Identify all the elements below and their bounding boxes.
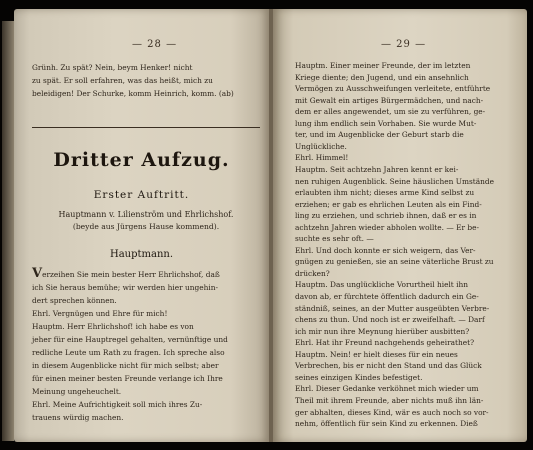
text-line: lung ihm endlich sein Vorhaben. Sie wurde Mut- (295, 118, 477, 128)
book-edge (2, 21, 14, 441)
text-line: Hauptm. Seit achtzehn Jahren kennt er kei- (295, 164, 459, 174)
text-line: suchte es sehr oft. — (295, 234, 374, 244)
text-line: redliche Leute um Rath zu fragen. Ich spreche also (32, 348, 225, 357)
text-line: zu spät. Er soll erfahren, was das heißt, mich zu (32, 76, 213, 85)
speaker-heading: Hauptmann. (109, 249, 174, 260)
text-line: ich Sie heraus bemühe; wir werden hier ungehin- (32, 283, 218, 292)
right-page (273, 9, 527, 442)
text-line: Theil mit ihrem Freunde, aber nichts muß ihn län- (295, 395, 484, 405)
text-line: drücken? (295, 268, 330, 278)
divider-rule (32, 127, 260, 128)
text-line: Ehrl. Vergnügen und Ehre für mich! (32, 309, 168, 318)
page-number-left: — 28 — (132, 39, 178, 50)
page-number-right: — 29 — (381, 39, 427, 50)
text-line: ger abhalten, dieses Kind, wär es auch noch so vor- (295, 407, 489, 417)
text-line: ling zu erziehen, und schrieb ihnen, daß er es in (295, 211, 477, 221)
text-line (32, 267, 262, 281)
text-line: gnügen zu genießen, sie an seine väterliche Brust zu (295, 257, 494, 267)
text-line: Ehrl. Himmel! (295, 153, 349, 163)
text-line: chens zu thun. Und noch ist er zweifelhaft. — Darf (295, 315, 485, 325)
text-line: Ehrl. Und doch konnte er sich weigern, das Ver- (295, 245, 476, 255)
text-line: ich mir nun ihre Meynung hierüber ausbitten? (295, 326, 470, 336)
scene-title: Erster Auftritt. (93, 189, 190, 201)
text-line: Hauptm. Das unglückliche Vorurtheil hielt ihn (295, 280, 469, 290)
text-line: ständniß, seines, an der Mutter ausgeübten Verbre- (295, 303, 490, 313)
text-line: erziehen; er gab es ehrlichen Leuten als ein Find- (295, 199, 482, 209)
text-line: Hauptm. Einer meiner Freunde, der im letzten (295, 61, 471, 70)
text-line: Hauptm. Herr Ehrlichshof! ich habe es von (32, 322, 194, 331)
drop-cap: V (32, 266, 43, 281)
text-line: Meinung ungeheuchelt. (32, 387, 122, 396)
text-line: nehm, öffentlich für sein Kind zu erkennen. Dieß (295, 419, 478, 429)
open-book (14, 9, 527, 442)
text-line: Ehrl. Meine Aufrichtigkeit soll mich ihres Zu- (32, 400, 203, 409)
text-line: jeher für eine Hauptregel gehalten, vernünftige und (32, 335, 228, 344)
text-line: davon ab, er fürchtete öffentlich dadurch ein Ge- (295, 292, 479, 301)
text-line: mit Gewalt ein artiges Bürgermädchen, und nach- (295, 95, 484, 105)
act-title: Dritter Aufzug. (53, 149, 230, 171)
text-line: für einen meiner besten Freunde verlange ich Ihre (32, 374, 223, 383)
text-line: trauens würdig machen. (32, 413, 124, 422)
text-line: Unglückliche. (295, 141, 347, 151)
text-line: nen ruhigen Augenblick. Seine häuslichen Umstände (295, 176, 494, 186)
cast-line: (beyde aus Jürgens Hause kommend). (72, 222, 220, 231)
text-line: Vermögen zu Ausschweifungen verleitete, entführte (295, 84, 491, 94)
text-line: Hauptm. Nein! er hielt dieses für ein neues (295, 349, 458, 359)
text-line: seines einzigen Kindes befestiget. (295, 372, 423, 382)
left-page (14, 9, 269, 442)
text-line: Grünh. Zu spät? Nein, beym Henker! nicht (32, 63, 193, 72)
text-line: dert sprechen können. (32, 296, 117, 305)
text-line: achtzehn Jahren wieder abholen wollte. — Er be- (295, 222, 479, 232)
text-line: dem er alles angewendet, um sie zu verführen, ge- (295, 107, 486, 117)
text-line: beleidigen! Der Schurke, komm Heinrich, komm. (ab) (32, 89, 234, 98)
text-line: Verbrechen, bis er nicht den Stand und das Glück (295, 361, 482, 371)
text-line: in diesem Augenblicke nicht für mich selbst; aber (32, 361, 219, 370)
text-line: Ehrl. Hat ihr Freund nachgehends geheirathet? (295, 338, 475, 348)
text-line: Kriege diente; den Jugend, und ein ansehnlich (295, 72, 469, 82)
text-line-rest: erzeihen Sie mein bester Herr Ehrlichshof, daß (42, 270, 220, 279)
text-line: ter, und im Augenblicke der Geburt starb die (295, 130, 464, 140)
text-line: Ehrl. Dieser Gedanke verköhnet mich wieder um (295, 384, 479, 394)
text-line: erlaubten ihm nicht; dieses arme Kind selbst zu (295, 188, 475, 198)
cast-line: Hauptmann v. Lilienström und Ehrlichshof. (58, 210, 234, 219)
